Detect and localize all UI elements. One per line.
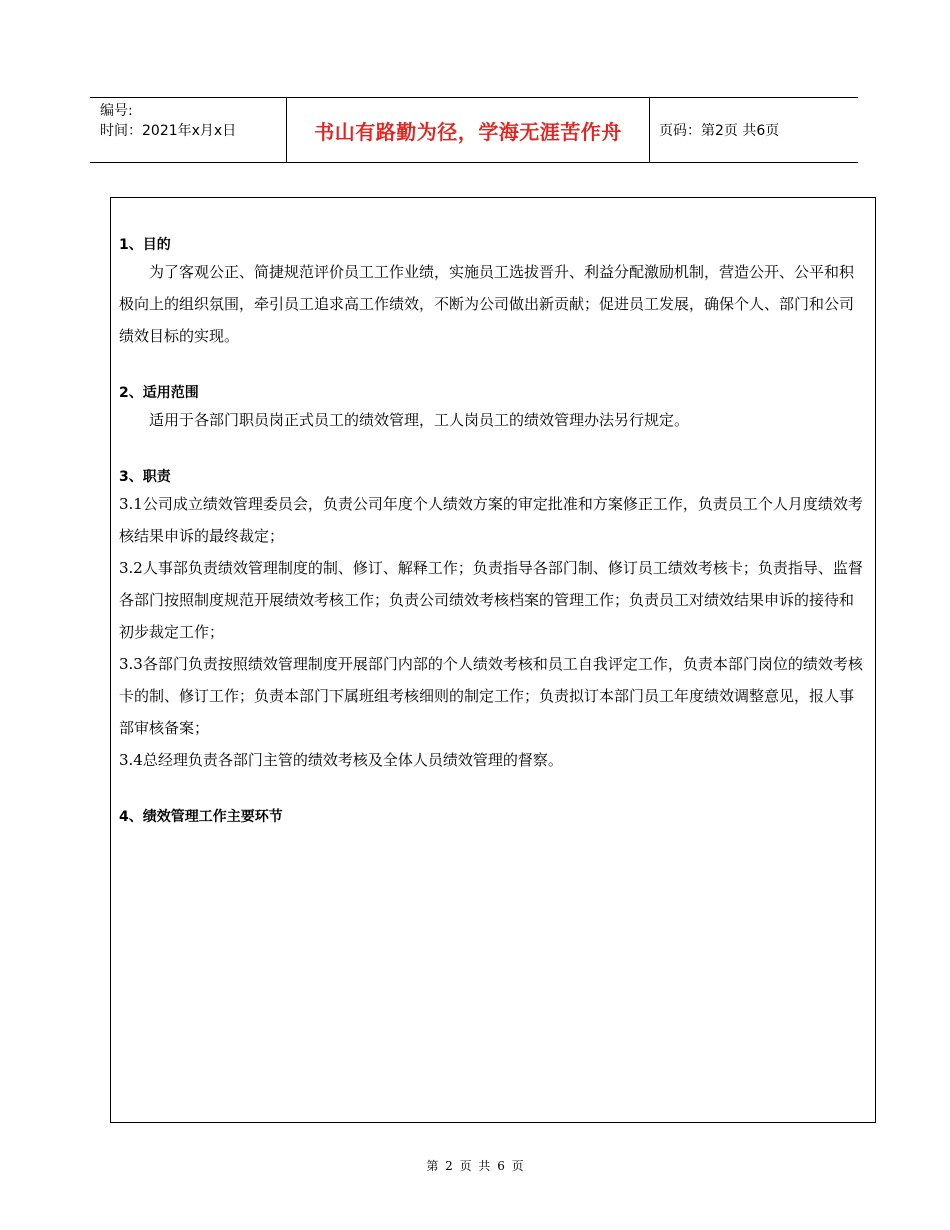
section-heading-duties: 3、职责 xyxy=(119,469,171,485)
document-header xyxy=(90,97,858,163)
section-body-scope: 适用于各部门职员岗正式员工的绩效管理，工人岗员工的绩效管理办法另行规定。 xyxy=(149,411,690,429)
duty-item: 3.2人事部负责绩效管理制度的制、修订、解释工作；负责指导各部门制、修订员工绩效考核卡；负责指导、监督各部门按照制度规范开展绩效考核工作；负责公司绩效考核档案的管理工作；负责员工对绩效结果申诉的接待和初步裁定工作； xyxy=(119,559,863,641)
time-label: 时间：2021年x月x日 xyxy=(100,123,237,139)
header-page-label: 页码：第2页 共6页 xyxy=(659,123,780,139)
duty-item: 3.3各部门负责按照绩效管理制度开展部门内部的个人绩效考核和员工自我评定工作，负责本部门岗位的绩效考核卡的制、修订工作；负责本部门下属班组考核细则的制定工作；负责拟订本部门员工年度绩效调整意见，报人事部审核备案； xyxy=(119,655,863,737)
number-label: 编号: xyxy=(100,103,133,119)
content-box xyxy=(110,197,876,1123)
header-motto: 书山有路勤为径，学海无涯苦作舟 xyxy=(286,98,650,162)
section-heading-purpose: 1、目的 xyxy=(119,237,171,253)
page-footer: 第 2 页 共 6 页 xyxy=(426,1159,524,1173)
header-meta xyxy=(90,98,286,162)
section-body-purpose: 为了客观公正、简捷规范评价员工工作业绩，实施员工选拔晋升、利益分配激励机制，营造公开、公平和积极向上的组织氛围，牵引员工追求高工作绩效，不断为公司做出新贡献；促进员工发展，确保个人、部门和公司绩效目标的实现。 xyxy=(119,263,855,345)
duty-item: 3.4总经理负责各部门主管的绩效考核及全体人员绩效管理的督察。 xyxy=(119,751,563,769)
section-heading-process: 4、绩效管理工作主要环节 xyxy=(119,809,283,825)
duty-item: 3.1公司成立绩效管理委员会，负责公司年度个人绩效方案的审定批准和方案修正工作，负责员工个人月度绩效考核结果申诉的最终裁定； xyxy=(119,495,863,545)
section-heading-scope: 2、适用范围 xyxy=(119,385,199,401)
